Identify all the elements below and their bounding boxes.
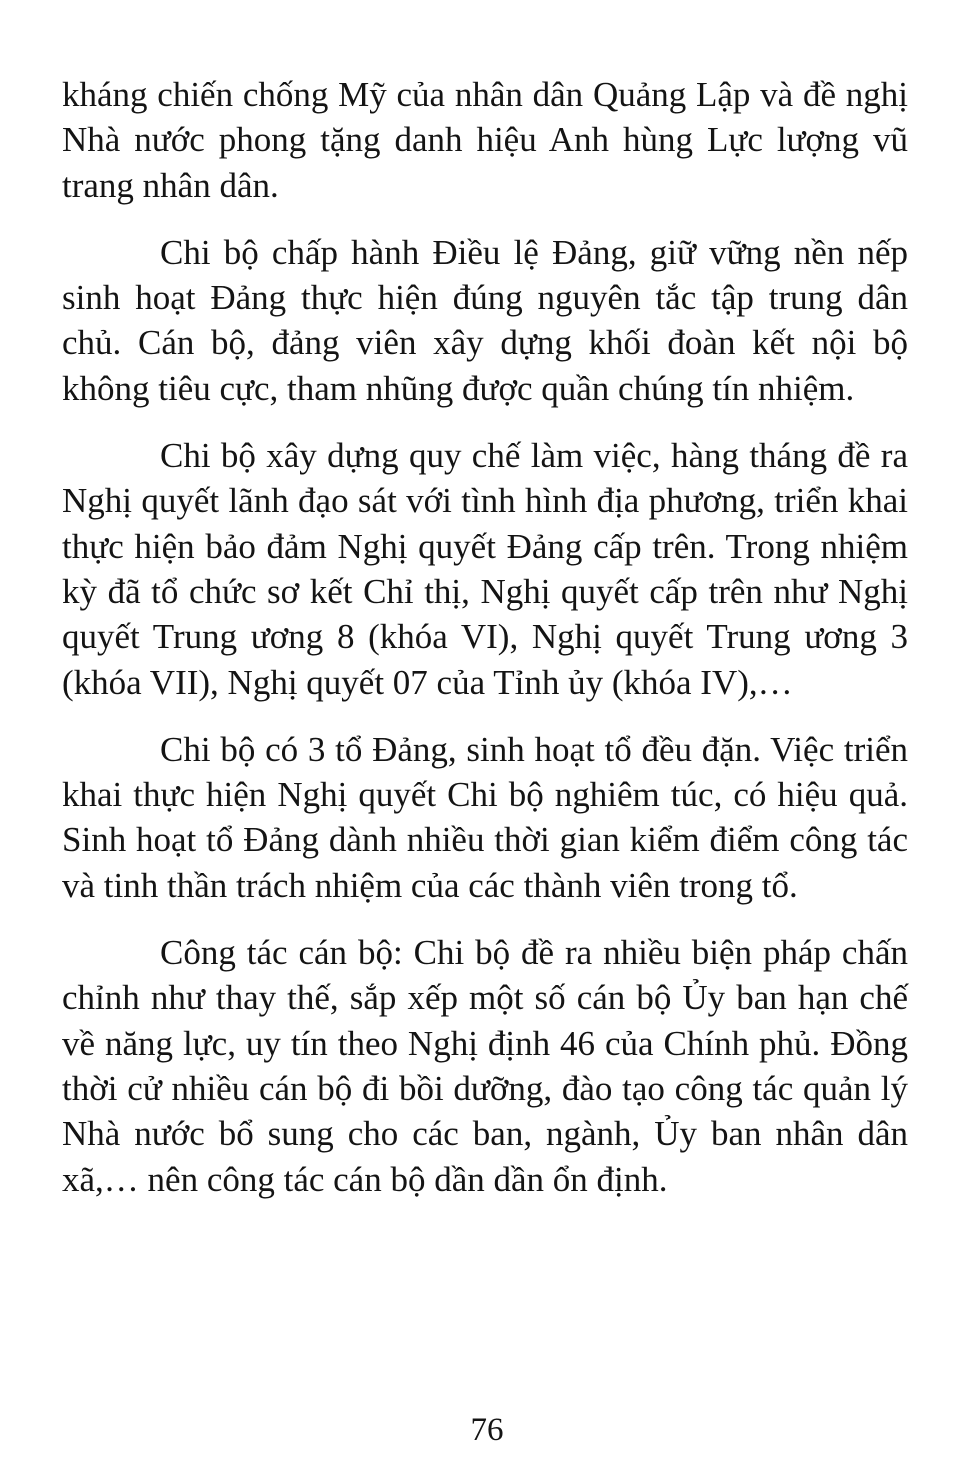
paragraph-1: kháng chiến chống Mỹ của nhân dân Quảng Lập và đề nghị Nhà nước phong tặng danh hiệu Anh hùng Lực lượng vũ trang nhân dân. bbox=[62, 75, 908, 205]
paragraph-2: Chi bộ chấp hành Điều lệ Đảng, giữ vững nền nếp sinh hoạt Đảng thực hiện đúng nguyên tắc tập trung dân chủ. Cán bộ, đảng viên xây dựng khối đoàn kết nội bộ không tiêu cực, tham nhũng được quần chúng tín nhiệm. bbox=[62, 232, 908, 408]
paragraph-4: Chi bộ có 3 tổ Đảng, sinh hoạt tổ đều đặn. Việc triển khai thực hiện Nghị quyết Chi bộ nghiêm túc, có hiệu quả. Sinh hoạt tổ Đảng dành nhiều thời gian kiểm điểm công tác và tinh thần trách nhiệm của các thành viên trong tổ. bbox=[62, 729, 908, 905]
paragraph-5: Công tác cán bộ: Chi bộ đề ra nhiều biện pháp chấn chỉnh như thay thế, sắp xếp một số cán bộ Ủy ban hạn chế về năng lực, uy tín theo Nghị định 46 của Chính phủ. Đồng thời cử nhiều cán bộ đi bồi dưỡng, đào tạo công tác quản lý Nhà nước bổ sung cho các ban, ngành, Ủy ban nhân dân xã,… nên công tác cán bộ dần dần ổn định. bbox=[62, 933, 908, 1199]
paragraph-3: Chi bộ xây dựng quy chế làm việc, hàng tháng đề ra Nghị quyết lãnh đạo sát với tình hình địa phương, triển khai thực hiện bảo đảm Nghị quyết Đảng cấp trên. Trong nhiệm kỳ đã tổ chức sơ kết Chỉ thị, Nghị quyết cấp trên như Nghị quyết Trung ương 8 (khóa VI), Nghị quyết Trung ương 3 (khóa VII), Nghị quyết 07 của Tỉnh ủy (khóa IV),… bbox=[62, 436, 908, 702]
page-number: 76 bbox=[470, 1412, 504, 1448]
page-body bbox=[62, 72, 908, 1202]
